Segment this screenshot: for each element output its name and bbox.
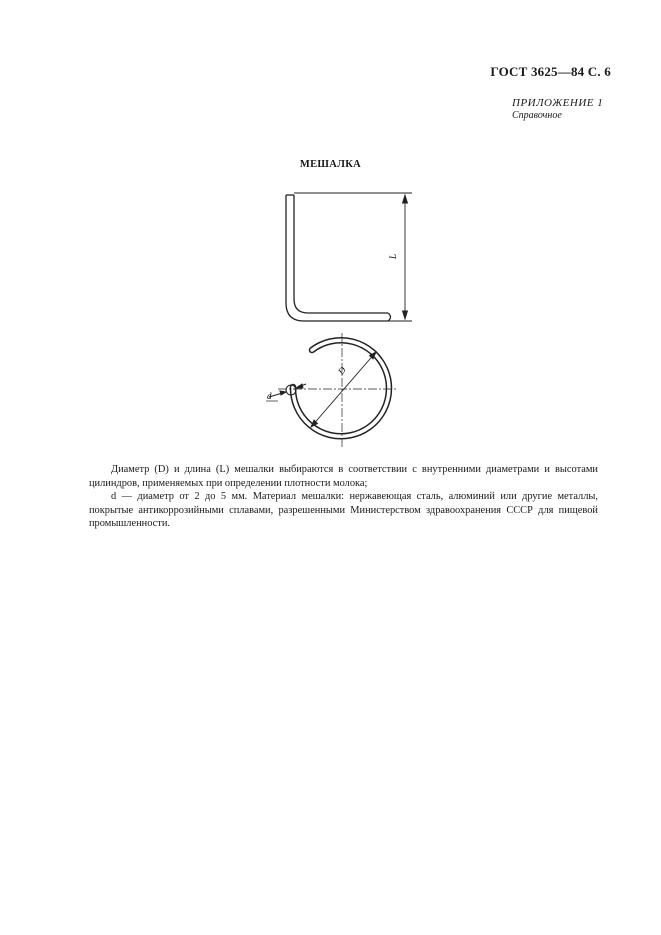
stirrer-svg xyxy=(250,185,430,455)
standard-code: ГОСТ 3625—84 С. 6 xyxy=(490,64,611,79)
wire-label: d xyxy=(267,391,272,401)
diameter-label: D xyxy=(335,364,348,377)
stirrer-drawing xyxy=(250,185,430,455)
paragraph-dimensions: Диаметр (D) и длина (L) мешалки выбираются в соответствии с внутренними диаметрами и высотами цилиндров, применяемых при определении плотности молока; xyxy=(89,464,598,489)
appendix-subtitle: Справочное xyxy=(512,110,562,121)
appendix-title: ПРИЛОЖЕНИЕ 1 xyxy=(512,97,604,109)
diameter-dimension xyxy=(311,352,376,427)
wire-section xyxy=(269,384,306,397)
length-label: L xyxy=(388,253,398,259)
paragraph-material: d — диаметр от 2 до 5 мм. Материал мешалки: нержавеющая сталь, алюминий или другие металлы, покрытые антикоррозийными сплавами, разрешенными Министерством здравоохранения СССР для пищевой промышленности. xyxy=(89,491,598,529)
figure-title: МЕШАЛКА xyxy=(299,159,362,170)
stirrer-side-view xyxy=(286,195,391,321)
body-text xyxy=(89,463,598,531)
